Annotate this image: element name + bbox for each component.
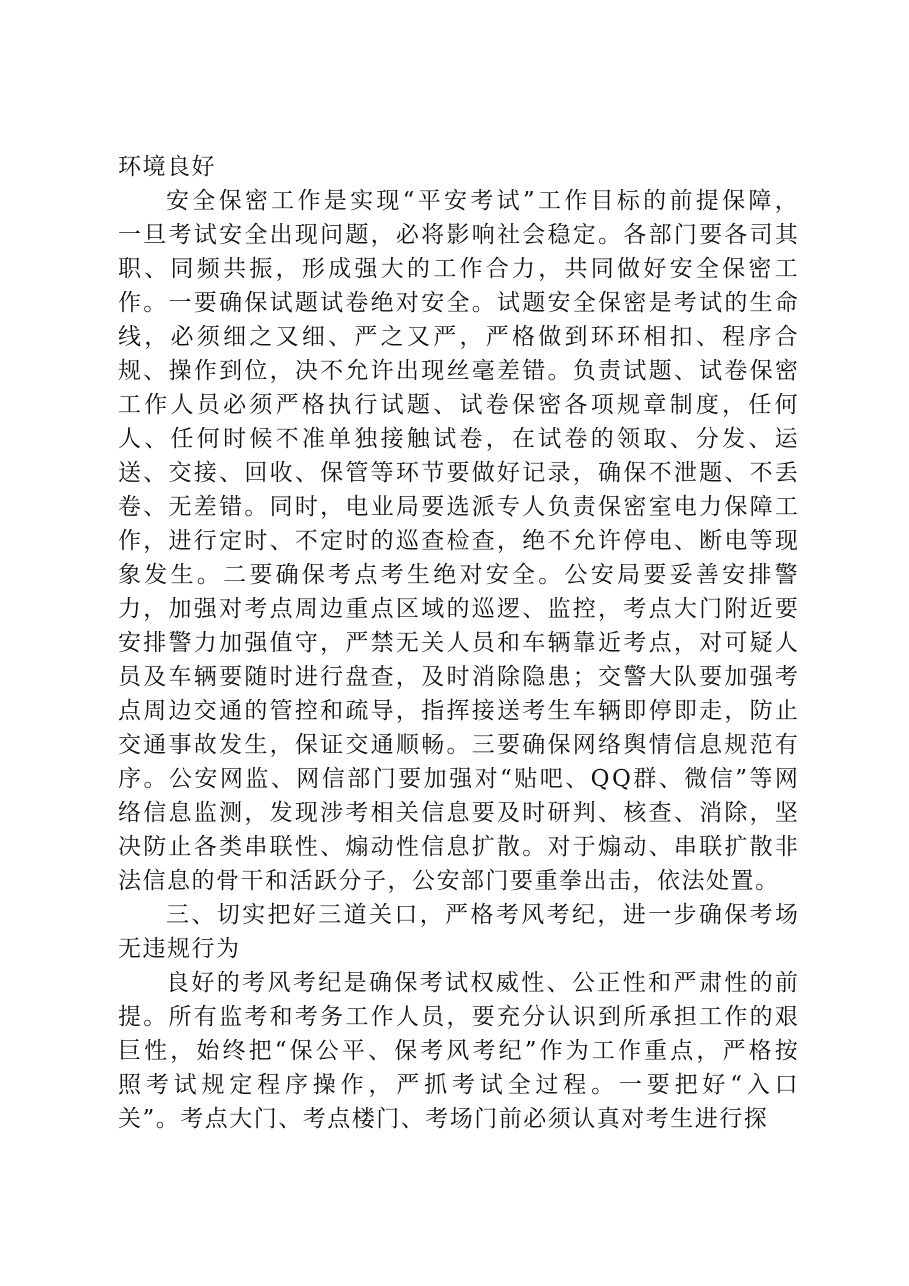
text-line: 三 、 切 实 把 好 三 道 关 口 ， 严 格 考 风 考 纪 ， 进 一 步 确 保 考 场 [166,902,798,928]
text-line: 职 、 同 频 共 振 ， 形 成 强 大 的 工 作 合 力 ， 共 同 做 好 安 全 保 密 工 [118,256,798,282]
paragraph [118,966,798,1136]
text-line: 序 。 公 安 网 监 、 网 信 部 门 要 加 强 对 “ 贴 吧 、 Q Q 群 、 微 信 ” 等 网 [118,766,798,792]
text-line: 关”。考点大门、考点楼门、考场门前必须认真对考生进行探 [118,1106,769,1132]
text-line: 环境良好 [118,154,216,180]
text-line: 照 考 试 规 定 程 序 操 作 ， 严 抓 考 试 全 过 程 。 一 要 把 好 “ 入 口 [118,1072,798,1098]
text-line: 象 发 生 。 二 要 确 保 考 点 考 生 绝 对 安 全 。 公 安 局 要 妥 善 安 排 警 [118,562,798,588]
text-line: 作 。 一 要 确 保 试 题 试 卷 绝 对 安 全 。 试 题 安 全 保 密 是 考 试 的 生 命 [118,290,798,316]
text-line: 员 及 车 辆 要 随 时 进 行 盘 查 ， 及 时 消 除 隐 患 ； 交 警 大 队 要 加 强 考 [118,664,798,690]
paragraph [118,898,798,966]
text-line: 规 、 操 作 到 位 ， 决 不 允 许 出 现 丝 毫 差 错 。 负 责 试 题 、 试 卷 保 密 [118,358,798,384]
text-line: 送 、 交 接 、 回 收 、 保 管 等 环 节 要 做 好 记 录 ， 确 保 不 泄 题 、 不 丢 [118,460,798,486]
text-line: 巨 性 ， 始 终 把 “ 保 公 平 、 保 考 风 考 纪 ” 作 为 工 作 重 点 ， 严 格 按 [118,1038,798,1064]
text-line: 安 排 警 力 加 强 值 守 ， 严 禁 无 关 人 员 和 车 辆 靠 近 考 点 ， 对 可 疑 人 [118,630,798,656]
text-line: 决 防 止 各 类 串 联 性 、 煽 动 性 信 息 扩 散 。 对 于 煽 动 、 串 联 扩 散 非 [118,834,798,860]
text-line: 工 作 人 员 必 须 严 格 执 行 试 题 、 试 卷 保 密 各 项 规 章 制 度 ， 任 何 [118,392,798,418]
text-line: 络 信 息 监 测 ， 发 现 涉 考 相 关 信 息 要 及 时 研 判 、 核 查 、 消 除 ， 坚 [118,800,798,826]
text-line: 力 ， 加 强 对 考 点 周 边 重 点 区 域 的 巡 逻 、 监 控 ， 考 点 大 门 附 近 要 [118,596,798,622]
text-line: 线 ， 必 须 细 之 又 细 、 严 之 又 严 ， 严 格 做 到 环 环 相 扣 、 程 序 合 [118,324,798,350]
text-line: 提 。 所 有 监 考 和 考 务 工 作 人 员 ， 要 充 分 认 识 到 所 承 担 工 作 的 艰 [118,1004,798,1030]
text-line: 作 ， 进 行 定 时 、 不 定 时 的 巡 查 检 查 ， 绝 不 允 许 停 电 、 断 电 等 现 [118,528,798,554]
document-body [118,150,798,1136]
text-line: 安 全 保 密 工 作 是 实 现 “ 平 安 考 试 ” 工 作 目 标 的 前 提 保 障 ， [166,188,798,214]
text-line: 卷 、 无 差 错 。 同 时 ， 电 业 局 要 选 派 专 人 负 责 保 密 室 电 力 保 障 工 [118,494,798,520]
text-line: 良 好 的 考 风 考 纪 是 确 保 考 试 权 威 性 、 公 正 性 和 严 肃 性 的 前 [166,970,798,996]
text-line: 一 旦 考 试 安 全 出 现 问 题 ， 必 将 影 响 社 会 稳 定 。 各 部 门 要 各 司 其 [118,222,798,248]
text-line: 点 周 边 交 通 的 管 控 和 疏 导 ， 指 挥 接 送 考 生 车 辆 即 停 即 走 ， 防 止 [118,698,798,724]
paragraph [118,184,798,898]
text-line: 人 、 任 何 时 候 不 准 单 独 接 触 试 卷 ， 在 试 卷 的 领 取 、 分 发 、 运 [118,426,798,452]
text-line: 交 通 事 故 发 生 ， 保 证 交 通 顺 畅 。 三 要 确 保 网 络 舆 情 信 息 规 范 有 [118,732,798,758]
text-line: 法信息的骨干和活跃分子，公安部门要重拳出击，依法处置。 [118,868,780,894]
paragraph [118,150,798,184]
text-line: 无违规行为 [118,936,241,962]
